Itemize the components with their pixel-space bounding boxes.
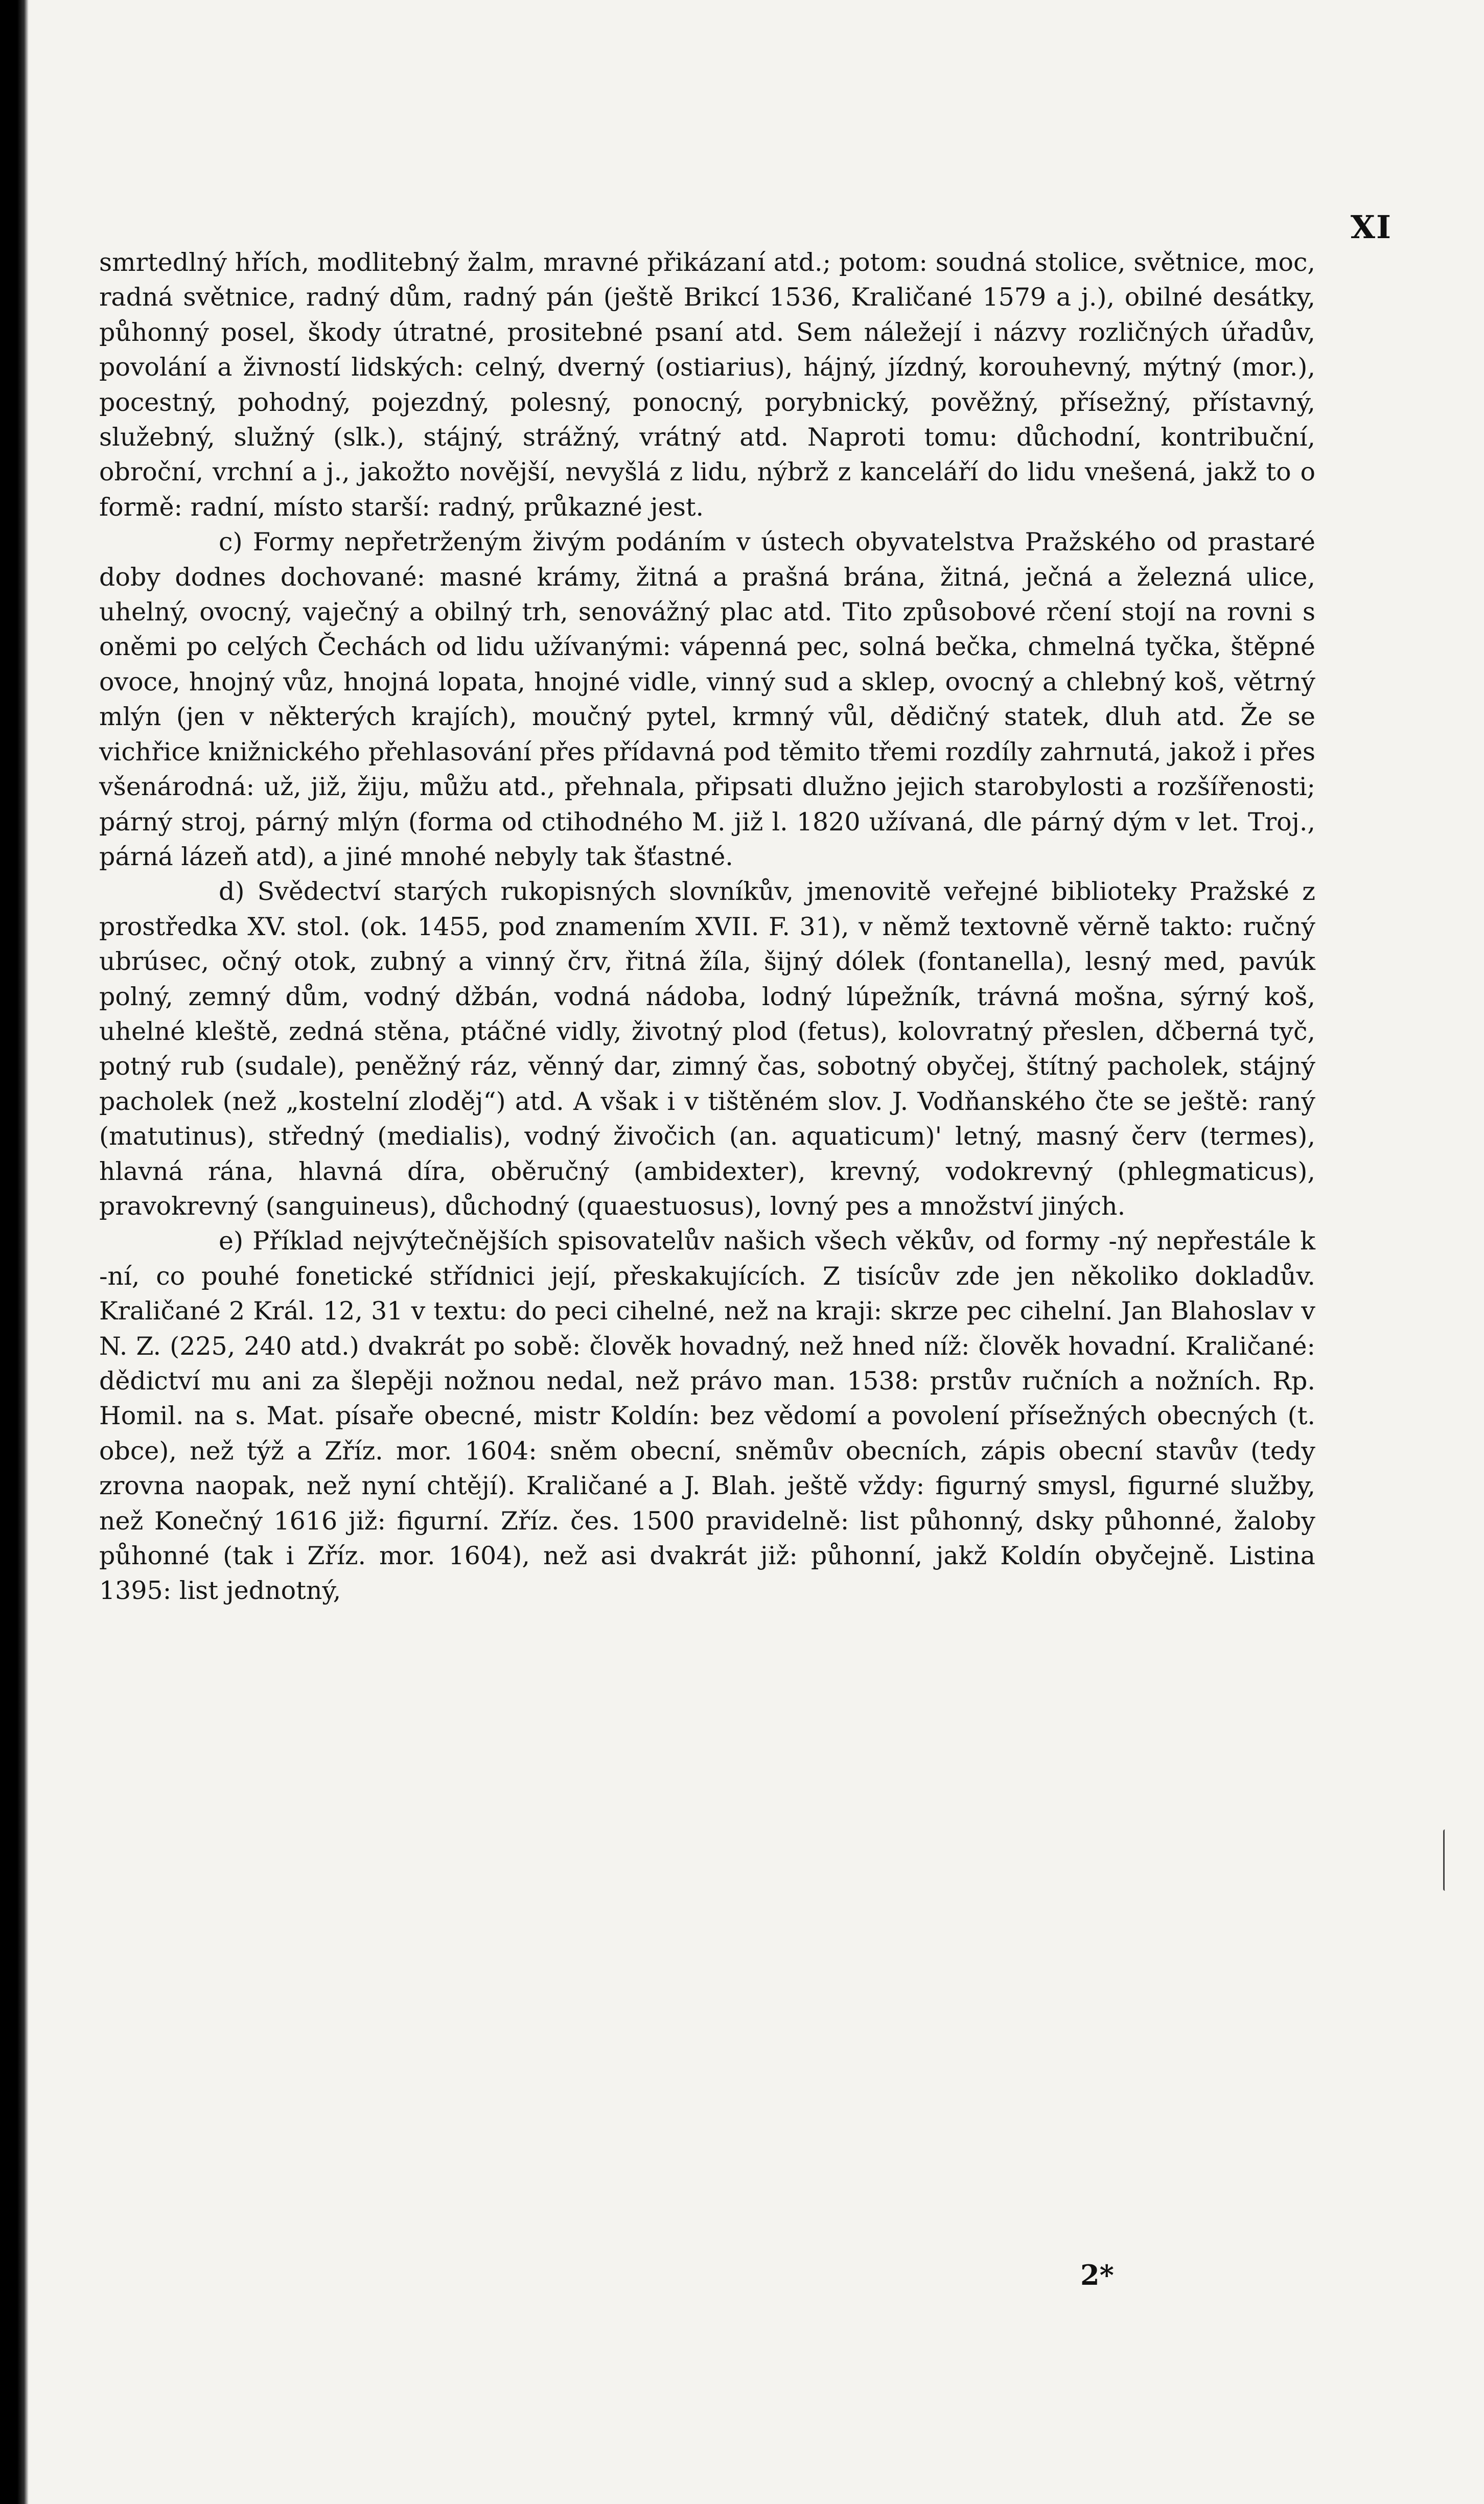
page-gutter-shadow — [17, 0, 29, 2504]
paragraph-continued: smrtedlný hřích, modlitebný žalm, mravné přikázaní atd.; potom: soudná stolice, světnice, moc, radná světnice, radný dům, radný pán (ještě Brikcí 1536, Kraličané 1579 a j.), obilné desátky, půhonný posel, škody útratné, prositebné psaní atd. Sem náležejí i názvy rozličných úřadův, povolání a živností lidských: celný, dverný (ostiarius), hájný, jízdný, korouhevný, mýtný (mor.), pocestný, pohodný, pojezdný, polesný, ponocný, porybnický, pověžný, přísežný, přístavný, služebný, služný (slk.), stájný, strážný, vrátný atd. Naproti tomu: důchodní, kontribuční, obroční, vrchní a j., jakožto novější, nevyšlá z lidu, nýbrž z kanceláří do lidu vnešená, jakž to o formě: radní, místo starší: radný, průkazné jest. — [99, 248, 1315, 522]
paragraph-c: c) Formy nepřetrženým živým podáním v ústech obyvatelstva Pražského od prastaré doby dodnes dochované: masné krámy, žitná a prašná brána, žitná, ječná a železná ulice, uhelný, ovocný, vaječný a obilný trh, senovážný plac atd. Tito způsobové rčení stojí na rovni s oněmi po celých Čechách od lidu užívanými: vápenná pec, solná bečka, chmelná tyčka, štěpné ovoce, hnojný vůz, hnojná lopata, hnojné vidle, vinný sud a sklep, ovocný a chlebný koš, větrný mlýn (jen v některých krajích), moučný pytel, krmný vůl, dědičný statek, dluh atd. Že se vichřice knižnického přehlasování přes přídavná pod těmito třemi rozdíly zahrnutá, jakož i přes všenárodná: už, již, žiju, můžu atd., přehnala, připsati dlužno jejich starobylosti a rozšířenosti; párný stroj, párný mlýn (forma od ctihodného M. již l. 1820 užívaná, dle párný dým v let. Troj., párná lázeň atd), a jiné mnohé nebyly tak šťastné. — [99, 527, 1315, 871]
printer-signature-mark: 2* — [1080, 2259, 1114, 2291]
paragraph-e: e) Příklad nejvýtečnějších spisovatelův našich všech věkův, od formy -ný nepřestále k -ní, co pouhé fonetické střídnici její, přeskakujících. Z tisícův zde jen několiko dokladův. Kraličané 2 Král. 12, 31 v textu: do peci cihelné, než na kraji: skrze pec cihelní. Jan Blahoslav v N. Z. (225, 240 atd.) dvakrát po sobě: člověk hovadný, než hned níž: člověk hovadní. Kraličané: dědictví mu ani za šlepěji nožnou nedal, než právo man. 1538: prstův ručních a nožních. Rp. Homil. na s. Mat. písaře obecné, mistr Koldín: bez vědomí a povolení přísežných obecných (t. obce), než týž a Zříz. mor. 1604: sněm obecní, sněmův obecních, zápis obecní stavův (tedy zrovna naopak, než nyní chtějí). Kraličané a J. Blah. ještě vždy: figurný smysl, figurné služby, než Konečný 1616 již: figurní. Zříz. čes. 1500 pravidelně: list půhonný, dsky půhonné, žaloby půhonné (tak i Zříz. mor. 1604), než asi dvakrát již: půhonní, jakž Koldín obyčejně. Listina 1395: list jednotný, — [99, 1226, 1315, 1606]
margin-bracket-mark — [1443, 1829, 1447, 1891]
book-page — [17, 0, 1484, 2504]
paragraph-d: d) Svědectví starých rukopisných slovníkův, jmenovitě veřejné biblioteky Pražské z prostředka XV. stol. (ok. 1455, pod znamením XVII. F. 31), v němž textovně věrně takto: ručný ubrúsec, očný otok, zubný a vinný črv, řitná žíla, šijný dólek (fontanella), lesný med, pavúk polný, zemný dům, vodný džbán, vodná nádoba, lodný lúpežník, trávná mošna, sýrný koš, uhelné kleště, zedná stěna, ptáčné vidly, životný plod (fetus), kolovratný přeslen, dčberná tyč, potný rub (sudale), peněžný ráz, věnný dar, zimný čas, sobotný obyčej, štítný pacholek, stájný pacholek (než „kostelní zloděj“) atd. A však i v tištěném slov. J. Vodňanského čte se ještě: raný (matutinus), středný (medialis), vodný živočich (an. aquaticum)' letný, masný červ (termes), hlavná rána, hlavná díra, oběručný (ambidexter), krevný, vodokrevný (phlegmaticus), pravokrevný (sanguineus), důchodný (quaestuosus), lovný pes a množství jiných. — [99, 877, 1315, 1221]
page-number: XI — [1350, 208, 1392, 246]
body-text — [99, 245, 1315, 1609]
